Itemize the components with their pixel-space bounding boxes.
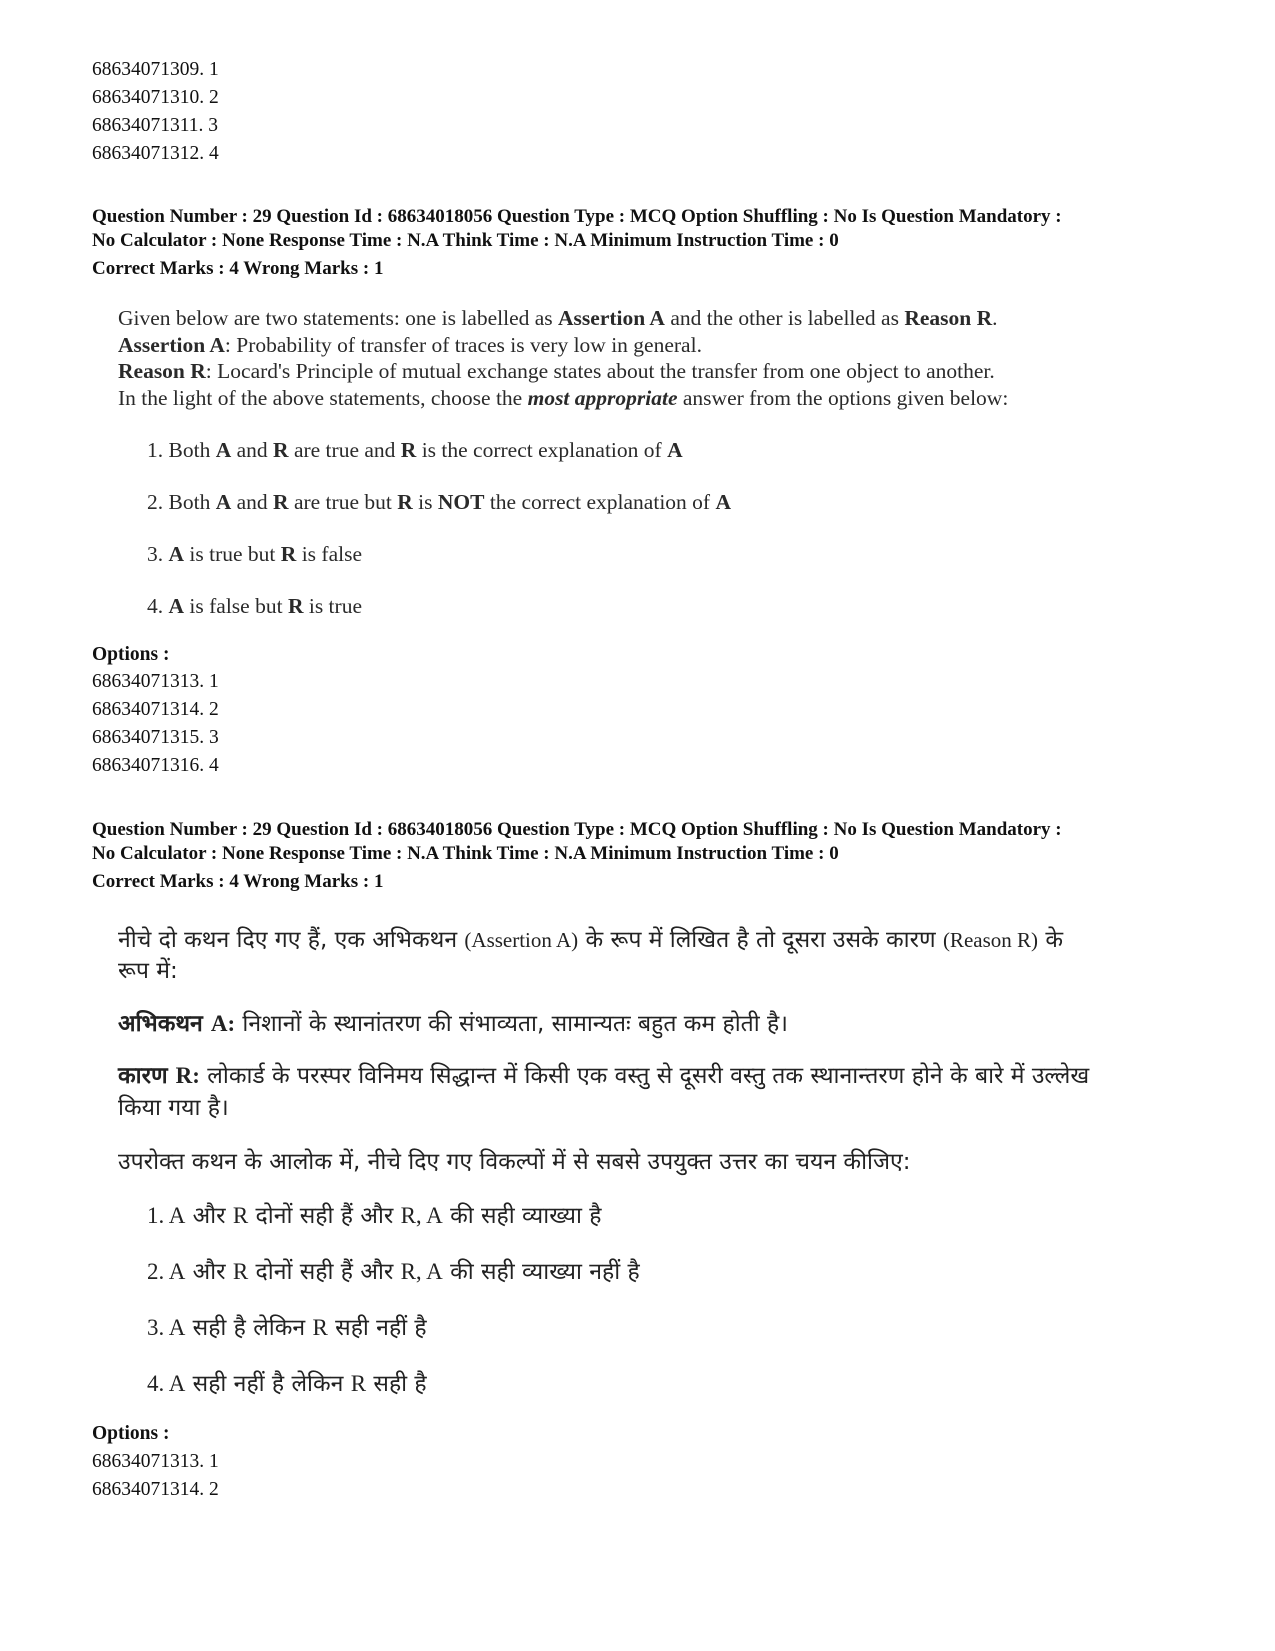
option-line: 68634071311. 3 xyxy=(92,115,219,136)
choice-4: 4. A is false but R is true xyxy=(147,594,362,618)
marks-line: Correct Marks : 4 Wrong Marks : 1 xyxy=(92,258,384,279)
header-line: Question Number : 29 Question Id : 68634018056 Question Type : MCQ Option Shuffling : No Is Question Mandatory : xyxy=(92,206,1062,227)
reason-line: कारण R: लोकार्ड के परस्पर विनिमय सिद्धान्त में किसी एक वस्तु से दूसरी वस्तु तक स्थानान्तरण होने के बारे में उल्लेख xyxy=(118,1063,1090,1089)
option-line: 68634071310. 2 xyxy=(92,87,219,108)
choice-4: 4. A सही नहीं है लेकिन R सही है xyxy=(147,1371,427,1397)
option-line: 68634071316. 4 xyxy=(92,755,219,776)
assertion-line: अभिकथन A: निशानों के स्थानांतरण की संभाव्यता, सामान्यतः बहुत कम होती है। xyxy=(118,1011,788,1037)
option-line: 68634071313. 1 xyxy=(92,1451,219,1472)
option-line: 68634071315. 3 xyxy=(92,727,219,748)
choice-2: 2. A और R दोनों सही हैं और R, A की सही व्याख्या नहीं है xyxy=(147,1259,640,1285)
option-line: 68634071313. 1 xyxy=(92,671,219,692)
choice-2: 2. Both A and R are true but R is NOT the correct explanation of A xyxy=(147,490,731,514)
reason-line: किया गया है। xyxy=(118,1095,229,1121)
option-line: 68634071314. 2 xyxy=(92,1479,219,1500)
choice-3: 3. A सही है लेकिन R सही नहीं है xyxy=(147,1315,427,1341)
options-label: Options : xyxy=(92,644,170,665)
options-label: Options : xyxy=(92,1423,170,1444)
intro-line: नीचे दो कथन दिए गए हैं, एक अभिकथन (Assertion A) के रूप में लिखित है तो दूसरा उसके कारण (Reason R) के xyxy=(118,927,1063,953)
choice-1: 1. A और R दोनों सही हैं और R, A की सही व्याख्या है xyxy=(147,1203,602,1229)
question-header-en xyxy=(92,205,1242,281)
question-header-hi xyxy=(92,818,1242,894)
option-line: 68634071312. 4 xyxy=(92,143,219,164)
reason-line: Reason R: Locard's Principle of mutual exchange states about the transfer from one object to another. xyxy=(118,359,995,383)
instruction-line: उपरोक्त कथन के आलोक में, नीचे दिए गए विकल्पों में से सबसे उपयुक्त उत्तर का चयन कीजिए: xyxy=(118,1149,911,1175)
header-line: No Calculator : None Response Time : N.A Think Time : N.A Minimum Instruction Time : 0 xyxy=(92,229,839,251)
header-line: Question Number : 29 Question Id : 68634018056 Question Type : MCQ Option Shuffling : No Is Question Mandatory : xyxy=(92,819,1062,840)
intro-line: Given below are two statements: one is labelled as Assertion A and the other is labelled as Reason R. xyxy=(118,306,998,330)
instruction-line: In the light of the above statements, choose the most appropriate answer from the options given below: xyxy=(118,386,1009,410)
option-line: 68634071314. 2 xyxy=(92,699,219,720)
header-line: No Calculator : None Response Time : N.A Think Time : N.A Minimum Instruction Time : 0 xyxy=(92,842,839,864)
choice-3: 3. A is true but R is false xyxy=(147,542,362,566)
option-line: 68634071309. 1 xyxy=(92,59,219,80)
intro-line: रूप में: xyxy=(118,958,178,984)
marks-line: Correct Marks : 4 Wrong Marks : 1 xyxy=(92,871,384,892)
choice-1: 1. Both A and R are true and R is the correct explanation of A xyxy=(147,438,683,462)
assertion-line: Assertion A: Probability of transfer of traces is very low in general. xyxy=(118,333,702,357)
